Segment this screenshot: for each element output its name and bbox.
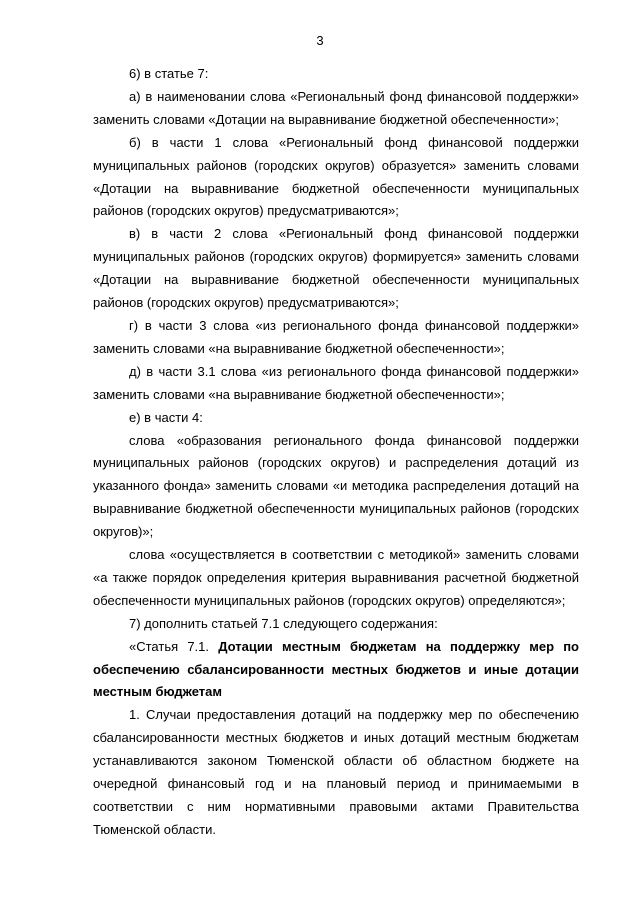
paragraph-item-6b: б) в части 1 слова «Региональный фонд финансовой поддержки муниципальных районов (городских округов) образуется» заменить словами «Дотации на выравнивание бюджетной обеспеченности муниципальных районов (городских округов) предусматриваются»; [93, 134, 579, 219]
paragraph-item-6e-words-1: слова «образования регионального фонда финансовой поддержки муниципальных районов (городских округов) и распределения дотаций из указанного фонда» заменить словами «и методика распределения дотаций на выравнивание бюджетной обеспеченности муниципальных районов (городских округов)»; [93, 432, 579, 540]
paragraph-item-6v: в) в части 2 слова «Региональный фонд финансовой поддержки муниципальных районов (городских округов) формируется» заменить словами «Дотации на выравнивание бюджетной обеспеченности муниципальных районов (городских округов) предусматриваются»; [93, 226, 579, 311]
paragraph-item-7: 7) дополнить статьей 7.1 следующего содержания: [129, 615, 438, 631]
page-number: 3 [316, 33, 324, 48]
article-prefix: «Статья 7.1. [129, 638, 219, 654]
paragraph-item-6: 6) в статье 7: [129, 66, 209, 81]
article-heading [93, 636, 579, 705]
article-title: Дотации местным бюджетам на поддержку мер по обеспечению сбалансированности местных бюджетов и иные дотации местным бюджетам [93, 638, 579, 700]
paragraph-item-6g: г) в части 3 слова «из регионального фонда финансовой поддержки» заменить словами «на выравнивание бюджетной обеспеченности»; [93, 317, 579, 356]
document-body [93, 63, 579, 842]
article-paragraph-1: 1. Случаи предоставления дотаций на поддержку мер по обеспечению сбалансированности местных бюджетов и иных дотаций местным бюджетам устанавливаются законом Тюменской области об областном бюджете на очередной финансовый год и на плановый период и принимаемыми в соответствии с ним нормативными правовыми актами Правительства Тюменской области. [93, 707, 579, 837]
paragraph-item-6d: д) в части 3.1 слова «из регионального фонда финансовой поддержки» заменить словами «на выравнивание бюджетной обеспеченности»; [93, 363, 579, 402]
paragraph-item-6e-words-2: слова «осуществляется в соответствии с методикой» заменить словами «а также порядок определения критерия выравнивания расчетной бюджетной обеспеченности муниципальных районов (городских округов) определяются»; [93, 547, 579, 608]
paragraph-item-6e: е) в части 4: [129, 409, 203, 425]
paragraph-item-6a: а) в наименовании слова «Региональный фонд финансовой поддержки» заменить словами «Дотации на выравнивание бюджетной обеспеченности»; [93, 88, 579, 127]
